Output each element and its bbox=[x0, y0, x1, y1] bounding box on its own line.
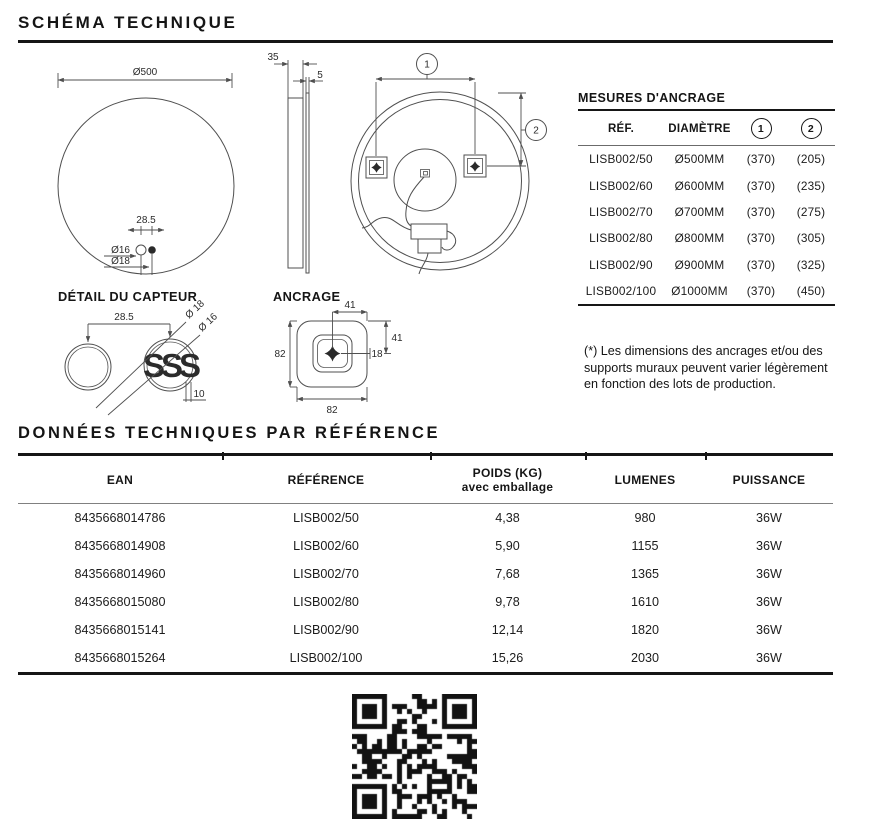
column-header-poids bbox=[430, 455, 585, 504]
cell-ref: LISB002/70 bbox=[589, 204, 653, 219]
cell-poids: 15,26 bbox=[430, 644, 585, 674]
cell-puissance: 36W bbox=[756, 623, 782, 637]
header-divider bbox=[18, 40, 833, 43]
tech-table-row bbox=[18, 616, 833, 644]
cell-reference: LISB002/90 bbox=[293, 623, 359, 637]
cell-lumenes: 2030 bbox=[585, 644, 705, 674]
cell-ean: 8435668015141 bbox=[74, 623, 166, 637]
cell-ean: 8435668014960 bbox=[74, 567, 166, 581]
cell-reference: LISB002/80 bbox=[293, 595, 359, 609]
dim-label-bottom-82: 82 bbox=[326, 405, 338, 416]
cell-diametre: Ø600MM bbox=[674, 178, 725, 193]
tech-table-row bbox=[18, 532, 833, 560]
column-header-puissance: PUISSANCE bbox=[705, 455, 833, 504]
circled-number-2: 2 bbox=[801, 118, 822, 139]
tech-table-header-row bbox=[18, 455, 833, 504]
anchor-table-row bbox=[578, 199, 835, 225]
dim-label-d18: Ø18 bbox=[111, 256, 130, 267]
cell-ref: LISB002/90 bbox=[589, 257, 653, 272]
cell-dim2: (275) bbox=[796, 204, 826, 219]
anchor-table-row bbox=[578, 252, 835, 278]
cell-reference: LISB002/50 bbox=[293, 511, 359, 525]
anchor-table-header-row bbox=[578, 110, 835, 146]
cell-ref: LISB002/80 bbox=[589, 231, 653, 246]
anchor-marker-left bbox=[366, 157, 387, 178]
cell-puissance: 36W bbox=[756, 595, 782, 609]
poids-line2: avec emballage bbox=[461, 480, 554, 494]
column-header-diametre: DIAMÈTRE bbox=[664, 110, 735, 146]
technical-data-table bbox=[18, 453, 833, 675]
sensor-hole bbox=[136, 245, 146, 255]
qr-code bbox=[352, 694, 477, 819]
column-divider-tick bbox=[222, 452, 224, 460]
callout-1 bbox=[417, 54, 438, 80]
anchor-measures-table bbox=[578, 109, 835, 306]
dim-label-outer-d18: Ø 18 bbox=[183, 298, 207, 322]
cell-ean: 8435668014908 bbox=[74, 539, 166, 553]
cell-poids: 12,14 bbox=[491, 623, 524, 637]
callout-2 bbox=[521, 120, 547, 141]
cell-lumenes: 980 bbox=[634, 511, 656, 525]
mirror-back-view-drawing bbox=[348, 48, 563, 293]
cell-lumenes: 1155 bbox=[631, 539, 659, 553]
cell-reference: LISB002/70 bbox=[293, 567, 359, 581]
cell-ref: LISB002/50 bbox=[589, 152, 653, 167]
anchor-table-row bbox=[578, 225, 835, 251]
cell-ean: 8435668015080 bbox=[74, 595, 166, 609]
column-header-ean: EAN bbox=[18, 455, 222, 504]
cell-dim1: (370) bbox=[735, 278, 787, 305]
cell-lumenes: 1365 bbox=[630, 567, 660, 581]
cell-ref: LISB002/100 bbox=[578, 278, 664, 305]
cell-puissance: 36W bbox=[756, 511, 782, 525]
mirror-front-view-drawing bbox=[40, 52, 275, 287]
sensor-detail-title: DÉTAIL DU CAPTEUR bbox=[58, 289, 198, 304]
anchor-table-title: MESURES D'ANCRAGE bbox=[578, 91, 726, 105]
tech-table-row bbox=[18, 504, 833, 533]
anchor-detail-drawing bbox=[260, 298, 425, 418]
dim-label-left-82: 82 bbox=[274, 349, 286, 360]
dim-label-spacing: 28.5 bbox=[114, 312, 134, 323]
circled-number-1: 1 bbox=[751, 118, 772, 139]
tech-table-row bbox=[18, 644, 833, 674]
dim-label-sensor-spacing: 28.5 bbox=[136, 215, 156, 226]
cell-diametre: Ø1000MM bbox=[664, 278, 735, 305]
poids-line1: POIDS (KG) bbox=[472, 466, 543, 480]
sensor-detail-drawing bbox=[50, 298, 240, 418]
sensor-dot bbox=[148, 246, 156, 254]
dim-label-diameter-500: Ø500 bbox=[132, 67, 158, 78]
column-header-reference: RÉFÉRENCE bbox=[222, 455, 430, 504]
cell-diametre: Ø500MM bbox=[674, 152, 725, 167]
cell-puissance: 36W bbox=[756, 539, 782, 553]
tech-section-title: DONNÉES TECHNIQUES PAR RÉFÉRENCE bbox=[18, 424, 441, 442]
cell-dim1: (370) bbox=[746, 204, 776, 219]
mirror-side-view-drawing bbox=[262, 52, 347, 287]
sensor-glyph: SSS bbox=[142, 347, 198, 384]
column-divider-tick bbox=[430, 452, 432, 460]
cell-lumenes: 1820 bbox=[630, 623, 660, 637]
cell-dim2: (305) bbox=[796, 231, 826, 246]
anchor-table-row bbox=[578, 146, 835, 173]
cell-poids: 5,90 bbox=[495, 539, 520, 553]
cell-poids: 4,38 bbox=[495, 511, 520, 525]
anchor-table-footnote: (*) Les dimensions des ancrages et/ou des supports muraux peuvent varier légèrement en fonction des lots de production. bbox=[584, 344, 828, 392]
cell-dim1: (370) bbox=[746, 257, 776, 272]
column-divider-tick bbox=[705, 452, 707, 460]
column-header-dim2 bbox=[787, 110, 835, 146]
anchor-table-row bbox=[578, 278, 835, 305]
cell-dim2: (450) bbox=[787, 278, 835, 305]
cell-dim2: (205) bbox=[796, 152, 826, 167]
dim-label-slot-18: 18 bbox=[371, 349, 383, 360]
tech-table-row bbox=[18, 560, 833, 588]
cell-dim2: (325) bbox=[796, 257, 826, 272]
cell-dim1: (370) bbox=[746, 152, 776, 167]
cell-ean: 8435668014786 bbox=[74, 511, 166, 525]
dim-label-d16: Ø16 bbox=[111, 245, 130, 256]
cell-poids: 7,68 bbox=[495, 567, 520, 581]
page-title: SCHÉMA TECHNIQUE bbox=[18, 13, 238, 32]
cell-reference: LISB002/100 bbox=[222, 644, 430, 674]
dim-label-inner-d16: Ø 16 bbox=[196, 311, 220, 335]
dim-label-right-41: 41 bbox=[391, 333, 403, 344]
anchor-table-row bbox=[578, 172, 835, 198]
svg-text:1: 1 bbox=[424, 59, 430, 71]
svg-text:2: 2 bbox=[533, 125, 539, 137]
cell-puissance: 36W bbox=[705, 644, 833, 674]
cell-diametre: Ø800MM bbox=[674, 231, 725, 246]
dim-label-depth-35: 35 bbox=[267, 52, 279, 63]
cell-ean: 8435668015264 bbox=[18, 644, 222, 674]
column-header-ref: RÉF. bbox=[578, 110, 664, 146]
cell-lumenes: 1610 bbox=[630, 595, 660, 609]
cell-diametre: Ø700MM bbox=[674, 204, 725, 219]
cell-dim1: (370) bbox=[746, 178, 776, 193]
anchor-detail-title: ANCRAGE bbox=[273, 289, 341, 304]
cell-poids: 9,78 bbox=[495, 595, 520, 609]
dim-label-top-41: 41 bbox=[344, 300, 356, 311]
column-header-lumenes: LUMENES bbox=[585, 455, 705, 504]
dim-label-glass-5: 5 bbox=[317, 70, 323, 81]
cell-dim1: (370) bbox=[746, 231, 776, 246]
cell-reference: LISB002/60 bbox=[293, 539, 359, 553]
column-divider-tick bbox=[585, 452, 587, 460]
anchor-marker-right bbox=[464, 155, 486, 177]
tech-table-row bbox=[18, 588, 833, 616]
cell-diametre: Ø900MM bbox=[674, 257, 725, 272]
dim-label-depth-10: 10 bbox=[193, 389, 205, 400]
column-header-dim1 bbox=[735, 110, 787, 146]
cell-puissance: 36W bbox=[756, 567, 782, 581]
cell-ref: LISB002/60 bbox=[589, 178, 653, 193]
cell-dim2: (235) bbox=[796, 178, 826, 193]
